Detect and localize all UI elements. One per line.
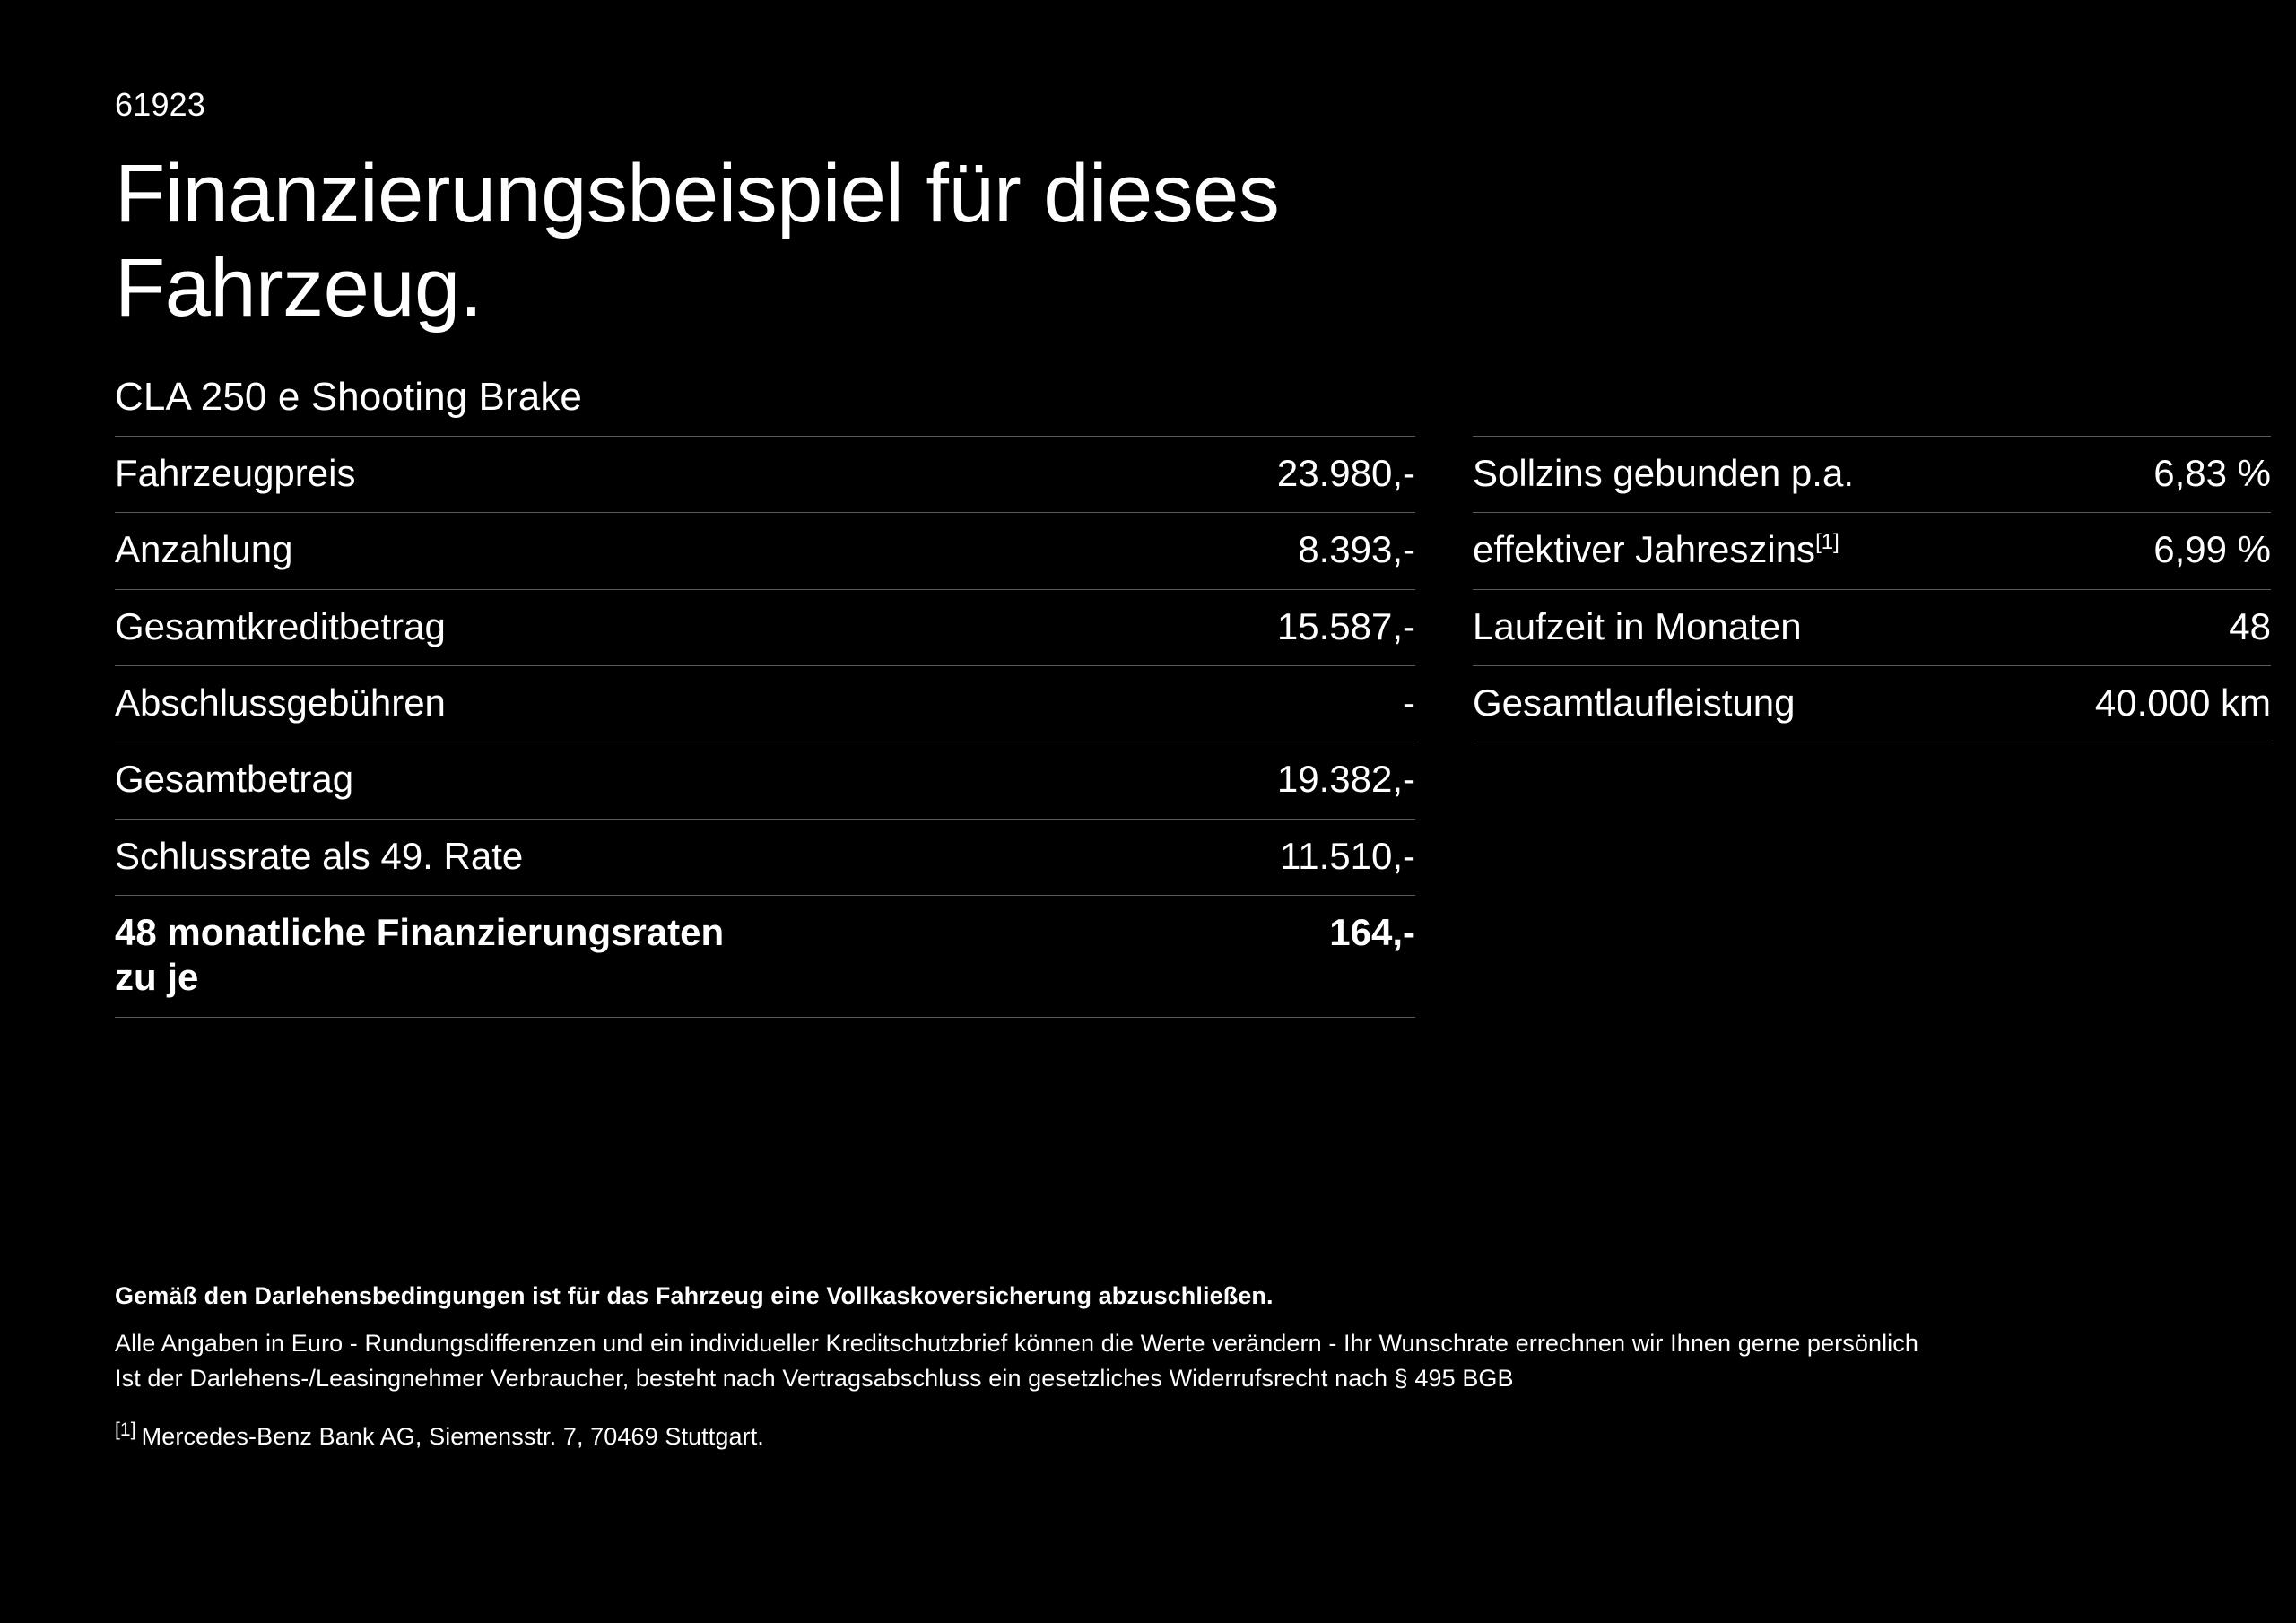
table-row	[1473, 665, 2271, 742]
footnote-line-1: Alle Angaben in Euro - Rundungsdifferenzen und ein individueller Kreditschutzbrief können die Werte verändern - Ihr Wunschrate errechnen wir Ihnen gerne persönlich	[115, 1330, 1918, 1357]
row-label-text: Sollzins gebunden p.a.	[1473, 451, 1854, 494]
row-label: Abschlussgebühren	[115, 681, 446, 724]
row-value: -	[1403, 681, 1415, 724]
row-value: 15.587,-	[1276, 604, 1415, 647]
row-label: Gesamtbetrag	[115, 758, 354, 801]
table-row	[1473, 513, 2271, 589]
row-label	[1473, 665, 1872, 742]
row-label	[1473, 436, 1872, 512]
table-row	[115, 513, 1415, 589]
row-value: 6,99 %	[2153, 528, 2271, 571]
footnote-reference	[115, 1419, 2196, 1451]
row-value: 11.510,-	[1280, 834, 1415, 877]
row-value: 40.000 km	[2094, 681, 2271, 724]
footnotes-area	[115, 1282, 2196, 1451]
row-value: 23.980,-	[1276, 451, 1415, 494]
reference-id: 61923	[115, 86, 206, 123]
table-row-monthly-rate	[115, 896, 1415, 1018]
row-label-text: Gesamtlaufleistung	[1473, 681, 1796, 724]
row-label-text: Laufzeit in Monaten	[1473, 604, 1802, 647]
finance-table-right	[1473, 436, 2271, 743]
row-label: Schlussrate als 49. Rate	[115, 834, 524, 877]
table-row	[115, 819, 1415, 895]
row-value: 6,83 %	[2153, 451, 2271, 494]
row-label	[1473, 589, 1872, 665]
finance-tables	[115, 436, 2271, 1018]
vehicle-model-name: CLA 250 e Shooting Brake	[115, 374, 582, 419]
table-row	[115, 589, 1415, 665]
finance-table-right-wrapper	[1473, 436, 2271, 743]
page-title: Finanzierungsbeispiel für dieses Fahrzeug.	[115, 148, 1280, 334]
row-value: 19.382,-	[1276, 758, 1415, 801]
finance-table-left	[115, 436, 1415, 1018]
footnote-line-2: Ist der Darlehens-/Leasingnehmer Verbraucher, besteht nach Vertragsabschluss ein gesetzliches Widerrufsrecht nach § 495 BGB	[115, 1365, 1514, 1392]
row-value: 164,-	[1329, 911, 1415, 954]
table-row	[115, 665, 1415, 742]
footnote-marker: [1]	[1815, 530, 1839, 555]
table-row	[115, 742, 1415, 819]
footnote-reference-marker: [1]	[115, 1419, 136, 1440]
row-value: 8.393,-	[1298, 528, 1415, 571]
row-label	[1473, 513, 1872, 589]
table-row	[1473, 589, 2271, 665]
footnote-insurance-notice: Gemäß den Darlehensbedingungen ist für das Fahrzeug eine Vollkaskoversicherung abzuschließen.	[115, 1282, 1274, 1309]
table-row	[115, 436, 1415, 512]
row-value: 48	[2229, 604, 2271, 647]
finance-table-left-wrapper	[115, 436, 1415, 1018]
row-label: Fahrzeugpreis	[115, 451, 356, 494]
row-label: Gesamtkreditbetrag	[115, 604, 446, 647]
content-area	[115, 86, 2271, 1018]
row-label: 48 monatliche Finanzierungsraten zu je	[115, 911, 725, 999]
table-row	[1473, 436, 2271, 512]
row-label-text: effektiver Jahreszins	[1473, 528, 1816, 571]
row-label: Anzahlung	[115, 528, 293, 571]
footnote-reference-text: Mercedes-Benz Bank AG, Siemensstr. 7, 70469 Stuttgart.	[141, 1423, 764, 1450]
